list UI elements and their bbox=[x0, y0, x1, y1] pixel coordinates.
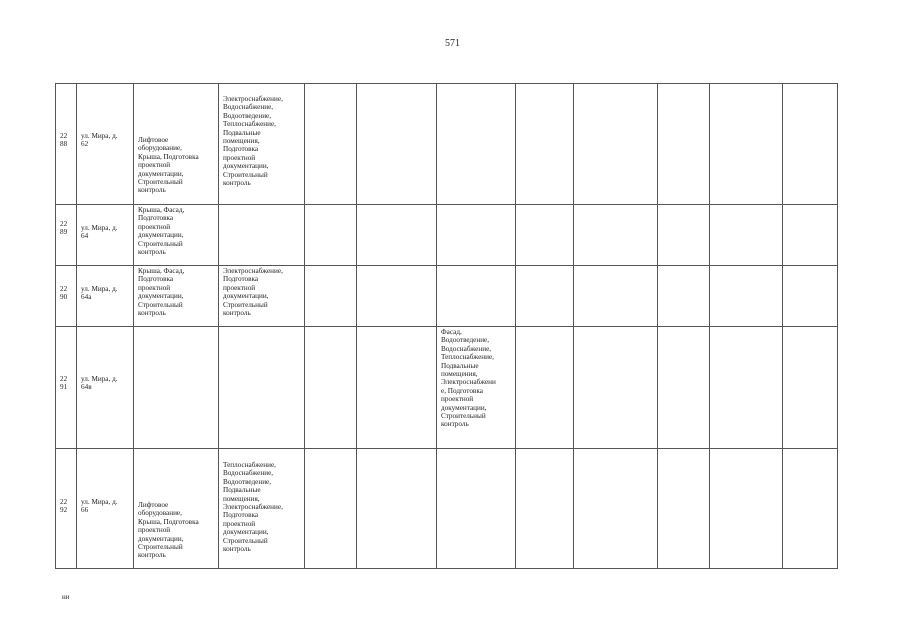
empty-cell bbox=[357, 449, 437, 569]
address-cell: ул. Мира, д. 64 bbox=[77, 205, 134, 266]
table-row bbox=[56, 266, 838, 327]
empty-cell bbox=[516, 449, 574, 569]
empty-cell bbox=[658, 205, 710, 266]
empty-cell bbox=[783, 84, 838, 205]
footer-mark: ни bbox=[62, 593, 70, 601]
empty-cell bbox=[357, 205, 437, 266]
works-cell: Электроснабжение, Подготовка проектной документации, Строительный контроль bbox=[219, 266, 305, 327]
empty-cell bbox=[357, 84, 437, 205]
works-cell: Фасад, Водоотведение, Водоснабжение, Теплоснабжение, Подвальные помещения, Электроснабжени е, Подготовка проектной документации, Строительный контроль bbox=[437, 327, 516, 449]
empty-cell bbox=[305, 84, 357, 205]
address-cell: ул. Мира, д. 62 bbox=[77, 84, 134, 205]
table-row bbox=[56, 327, 838, 449]
empty-cell bbox=[783, 266, 838, 327]
address-cell: ул. Мира, д. 66 bbox=[77, 449, 134, 569]
page-number: 571 bbox=[445, 38, 460, 49]
works-cell bbox=[219, 327, 305, 449]
empty-cell bbox=[783, 205, 838, 266]
address-cell: ул. Мира, д. 64а bbox=[77, 266, 134, 327]
works-cell bbox=[437, 449, 516, 569]
empty-cell bbox=[516, 327, 574, 449]
row-number-cell: 22 90 bbox=[56, 266, 77, 327]
empty-cell bbox=[783, 327, 838, 449]
empty-cell bbox=[783, 449, 838, 569]
empty-cell bbox=[516, 205, 574, 266]
empty-cell bbox=[574, 205, 658, 266]
table-row bbox=[56, 205, 838, 266]
works-cell bbox=[437, 266, 516, 327]
works-cell bbox=[437, 205, 516, 266]
works-cell: Лифтовое оборудование, Крыша, Подготовка проектной документации, Строительный контроль bbox=[134, 84, 219, 205]
empty-cell bbox=[357, 266, 437, 327]
works-cell bbox=[134, 327, 219, 449]
works-cell: Электроснабжение, Водоснабжение, Водоотведение, Теплоснабжение, Подвальные помещения, Подготовка проектной документации, Строительный контроль bbox=[219, 84, 305, 205]
table-row bbox=[56, 84, 838, 205]
empty-cell bbox=[305, 327, 357, 449]
empty-cell bbox=[710, 205, 783, 266]
empty-cell bbox=[305, 205, 357, 266]
empty-cell bbox=[710, 327, 783, 449]
empty-cell bbox=[658, 327, 710, 449]
empty-cell bbox=[658, 449, 710, 569]
empty-cell bbox=[305, 266, 357, 327]
empty-cell bbox=[658, 84, 710, 205]
empty-cell bbox=[305, 449, 357, 569]
empty-cell bbox=[574, 327, 658, 449]
row-number-cell: 22 89 bbox=[56, 205, 77, 266]
empty-cell bbox=[710, 449, 783, 569]
works-cell bbox=[219, 205, 305, 266]
empty-cell bbox=[574, 449, 658, 569]
empty-cell bbox=[574, 266, 658, 327]
works-cell: Крыша, Фасад, Подготовка проектной документации, Строительный контроль bbox=[134, 205, 219, 266]
works-cell: Лифтовое оборудование, Крыша, Подготовка проектной документации, Строительный контроль bbox=[134, 449, 219, 569]
row-number-cell: 22 92 bbox=[56, 449, 77, 569]
row-number-cell: 22 88 bbox=[56, 84, 77, 205]
table-row bbox=[56, 449, 838, 569]
empty-cell bbox=[658, 266, 710, 327]
empty-cell bbox=[357, 327, 437, 449]
empty-cell bbox=[574, 84, 658, 205]
row-number-cell: 22 91 bbox=[56, 327, 77, 449]
works-cell: Крыша, Фасад, Подготовка проектной документации, Строительный контроль bbox=[134, 266, 219, 327]
empty-cell bbox=[516, 266, 574, 327]
works-cell bbox=[437, 84, 516, 205]
work-schedule-table bbox=[55, 83, 838, 569]
address-cell: ул. Мира, д. 64в bbox=[77, 327, 134, 449]
empty-cell bbox=[710, 266, 783, 327]
empty-cell bbox=[516, 84, 574, 205]
works-cell: Теплоснабжение, Водоснабжение, Водоотведение, Подвальные помещения, Электроснабжение, Подготовка проектной документации, Строительный контроль bbox=[219, 449, 305, 569]
empty-cell bbox=[710, 84, 783, 205]
